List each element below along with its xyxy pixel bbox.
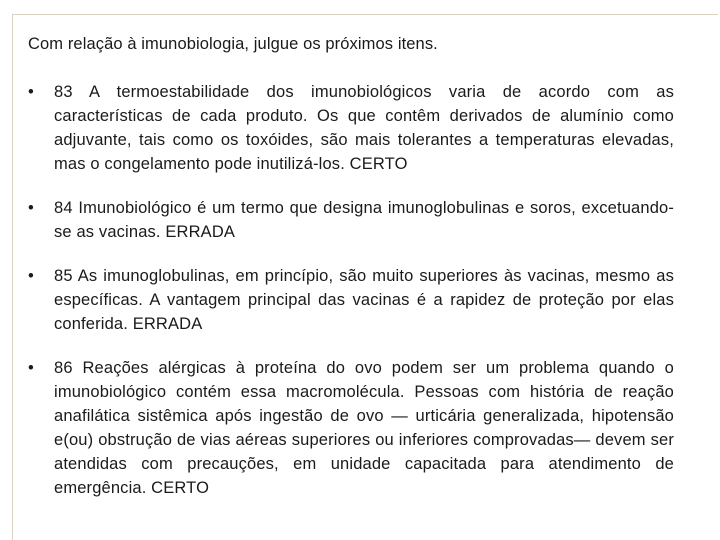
- item-text: 86 Reações alérgicas à proteína do ovo podem ser um problema quando o imunobiológico contém essa macromolécula. Pessoas com história de reação anafilática sistêmica após ingestão de ovo — urticária generalizada, hipotensão e(ou) obstrução de vias aéreas superiores ou inferiores comprovadas— devem ser atendidas com precauções, em unidade capacitada para atendimento de emergência. CERTO: [54, 359, 674, 497]
- list-item: [0, 264, 720, 336]
- bullet-icon: •: [28, 359, 34, 377]
- bullet-icon: •: [28, 83, 34, 101]
- item-list: [0, 80, 720, 520]
- item-text: 85 As imunoglobulinas, em princípio, são muito superiores às vacinas, mesmo as específicas. A vantagem principal das vacinas é a rapidez de proteção por elas conferida. ERRADA: [54, 267, 674, 333]
- list-item: [0, 80, 720, 176]
- list-item: [0, 356, 720, 500]
- item-text: 83 A termoestabilidade dos imunobiológicos varia de acordo com as características de cada produto. Os que contêm derivados de alumínio como adjuvante, tais como os toxóides, são mais tolerantes a temperaturas elevadas, mas o congelamento pode inutilizá-los. CERTO: [54, 83, 674, 173]
- item-text: 84 Imunobiológico é um termo que designa imunoglobulinas e soros, excetuando-se as vacinas. ERRADA: [54, 199, 674, 241]
- bullet-icon: •: [28, 267, 34, 285]
- intro-text: Com relação à imunobiologia, julgue os próximos itens.: [28, 35, 438, 53]
- bullet-icon: •: [28, 199, 34, 217]
- slide-border-top: [12, 14, 718, 15]
- list-item: [0, 196, 720, 244]
